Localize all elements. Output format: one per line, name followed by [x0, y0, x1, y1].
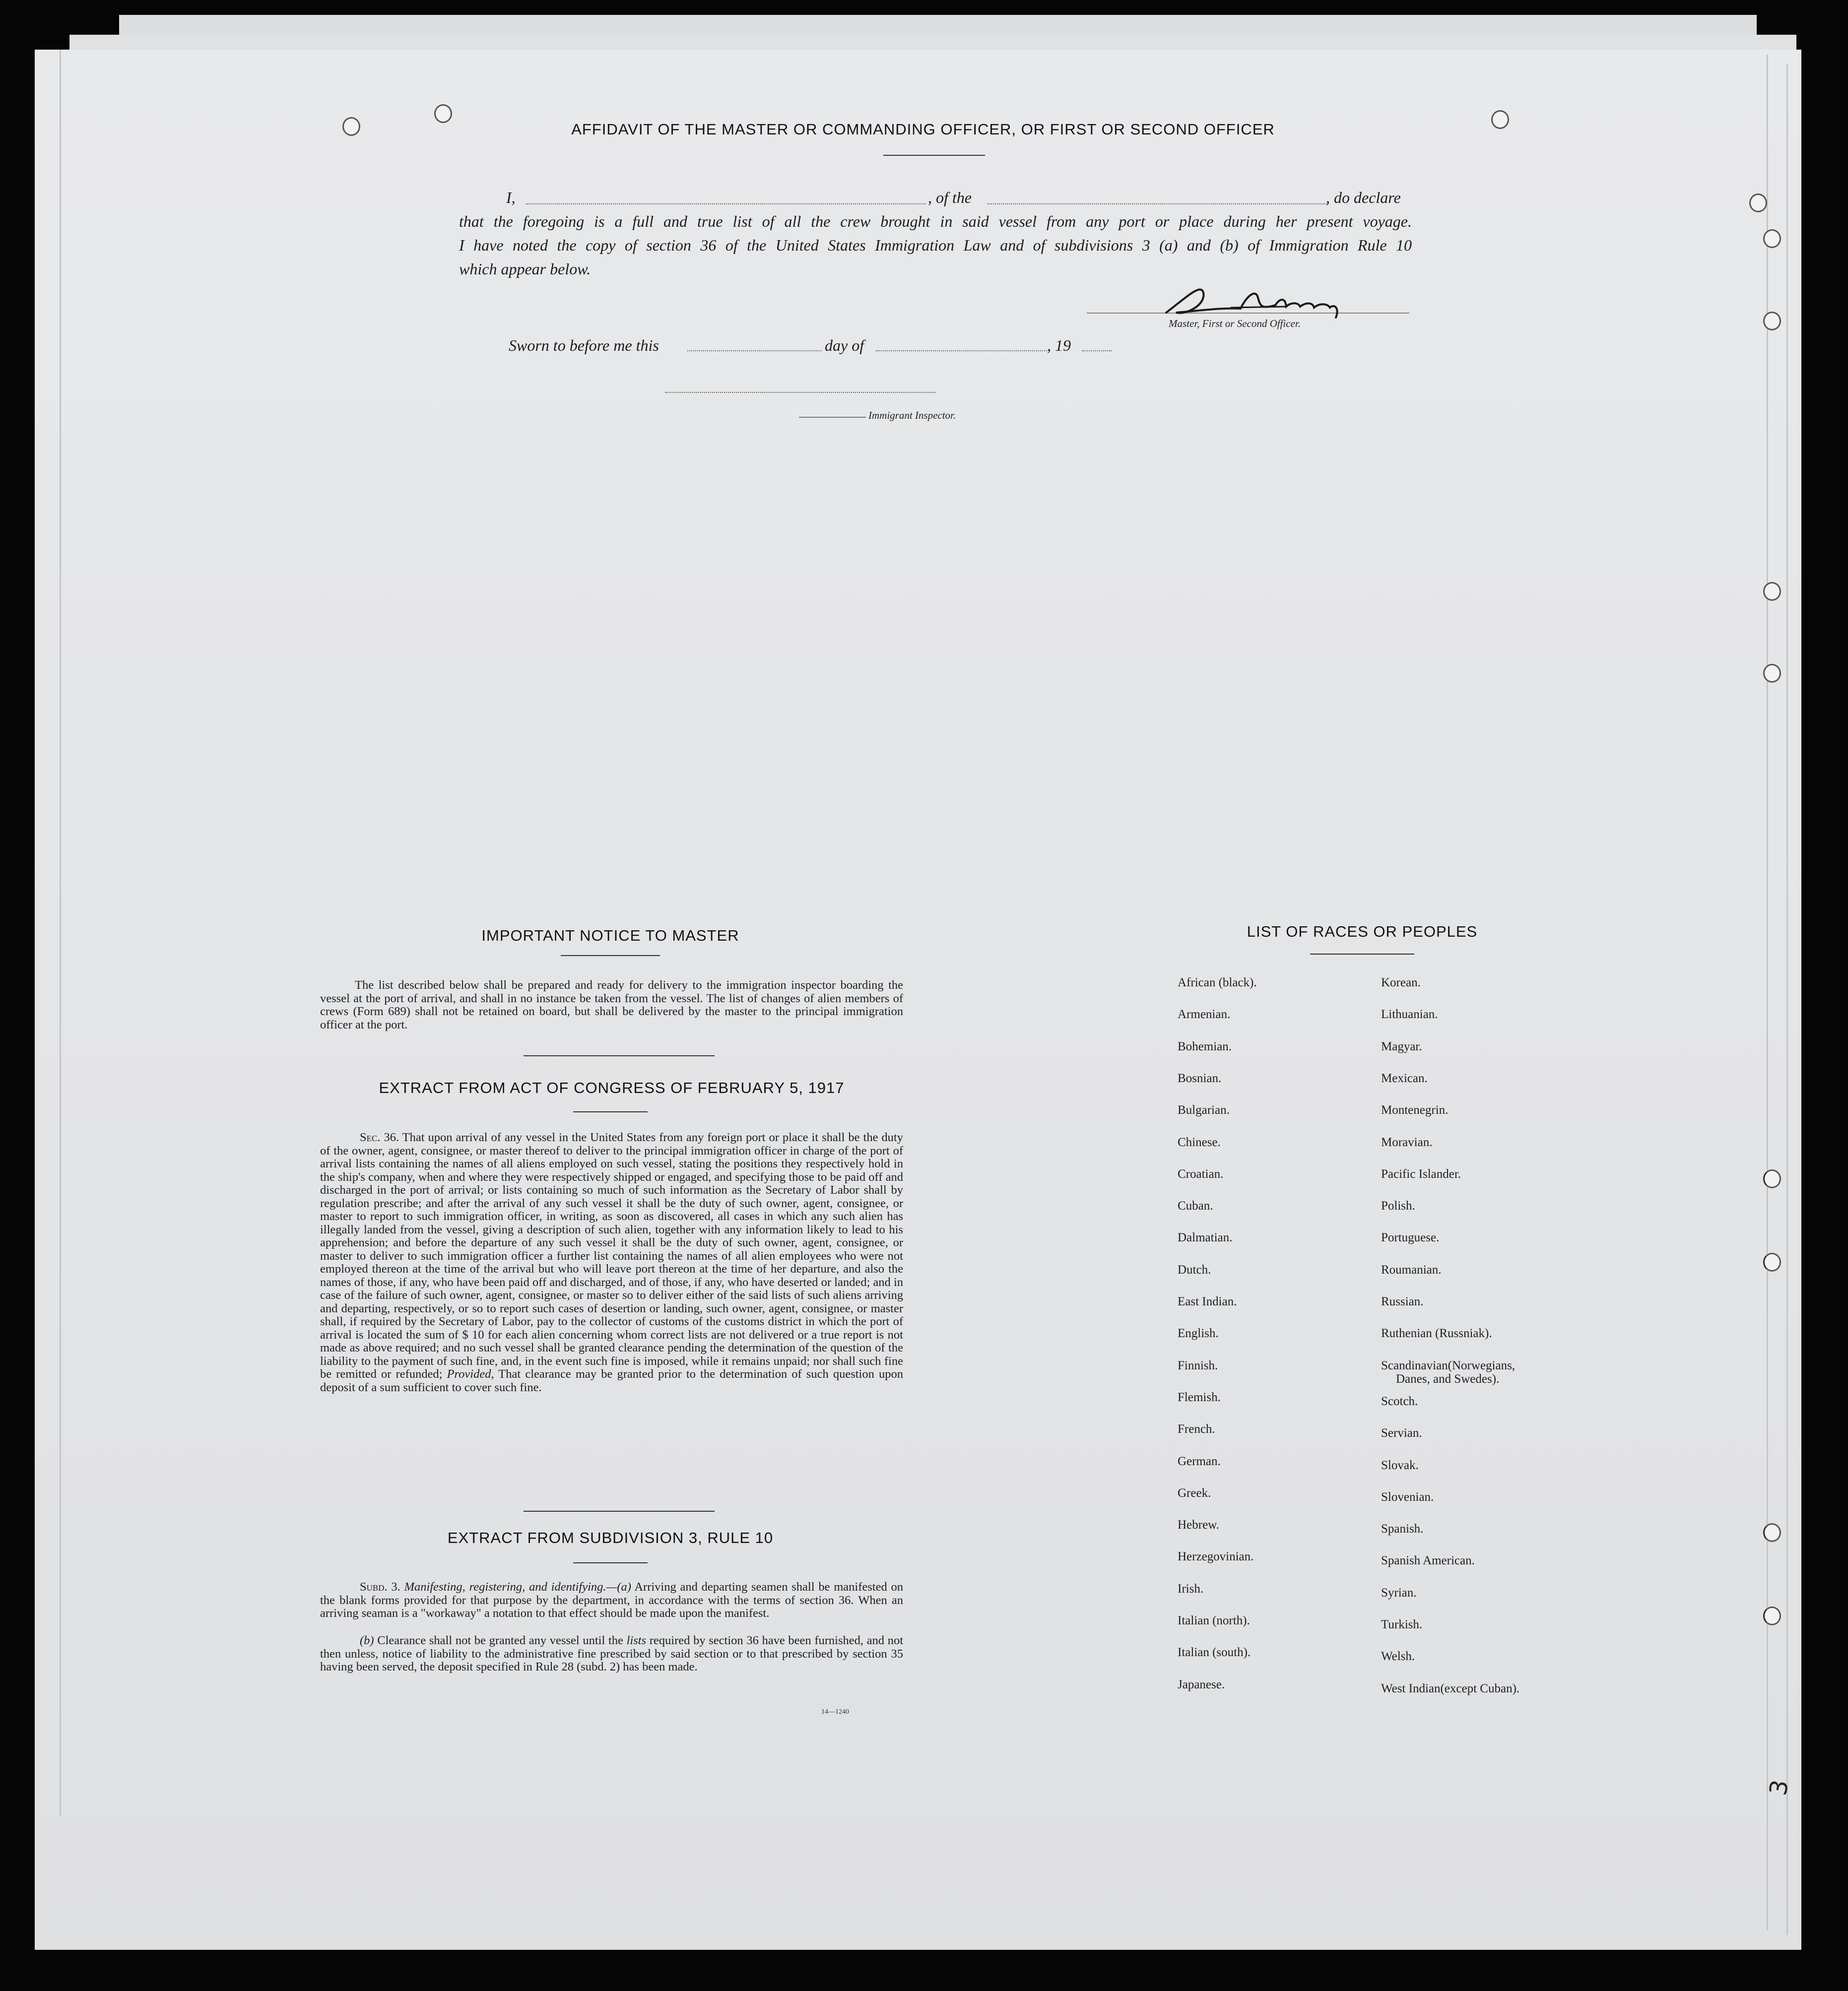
declaration-of-the: , of the	[928, 189, 972, 206]
race-item: Japanese.	[1178, 1677, 1225, 1691]
name-blank-line	[526, 203, 925, 204]
title-rule	[883, 155, 985, 156]
race-item: West Indian(except Cuban).	[1381, 1681, 1520, 1695]
sheet-edge	[60, 50, 61, 1816]
race-item: Portuguese.	[1381, 1231, 1440, 1245]
form-number: 14—1240	[821, 1708, 849, 1716]
signature-caption: Master, First or Second Officer.	[1169, 318, 1301, 329]
punch-hole	[1763, 664, 1781, 683]
race-item: Slovak.	[1381, 1458, 1419, 1472]
race-item: Flemish.	[1178, 1390, 1221, 1404]
punch-hole	[1763, 312, 1781, 330]
subd-a-body: Arriving and departing seamen shall be manifested on the blank forms provided for that purpose by the department, in accordance with the terms of section 36. When an arriving seaman is a "workaway" a notation to that effect should be made upon the manifest.	[320, 1580, 904, 1620]
inspector-caption: Immigrant Inspector.	[868, 409, 956, 421]
rule-subd-b	[320, 1634, 903, 1674]
race-item: Italian (south).	[1178, 1646, 1251, 1660]
punch-hole	[342, 117, 360, 136]
declaration-i: I,	[506, 189, 516, 206]
race-item: Finnish.	[1178, 1358, 1218, 1372]
race-item: French.	[1178, 1422, 1215, 1436]
race-item: Lithuanian.	[1381, 1008, 1438, 1022]
provided-text: That clearance may be granted prior to the determination of such question upon deposit of a sum sufficient to cover such fine.	[320, 1367, 903, 1394]
race-item: Chinese.	[1178, 1135, 1221, 1149]
sec-body: That upon arrival of any vessel in the United States from any foreign port or place it shall be the duty of the owner, agent, consignee, or master thereof to deliver to the principal immigration officer in charge of the port of arrival lists containing the names of all aliens employed on such vessel, stating the positions they respectively hold in the ship's company, when and where they were respectively shipped or engaged, and specifying those to be paid off and discharged in the port of arrival; or lists containing so much of such information as the Secretary of Labor shall by regulation prescribe; and after the arrival of any such vessel it shall be the duty of such owner, agent, consignee, or master to report to such immigration officer, in writing, as soon as discovered, all cases in which any such alien has illegally landed from the vessel, giving a description of such alien, together with any information likely to lead to his apprehension; and before the departure of any such vessel it shall be the duty of such owner, agent, consignee, or master to deliver to such immigration officer a further list containing the names of all alien employees who were not employed thereon at the time of the arrival but who will leave port thereon at the time of her departure, and also the names of those, if any, who have been paid off and discharged, and of those, if any, who have deserted or landed; and in case of the failure of such owner, agent, consignee, or master so to deliver either of the said lists of such aliens arriving and departing, respectively, or so to report such cases of desertion or landing, such owner, agent, consignee, or master shall, if required by the Secretary of Labor, pay to the collector of customs of the customs district in which the port of arrival is located the sum of $ 10 for each alien concerning whom correct lists are not delivered or a true report is not made as above required; and no such vessel shall be granted clearance pending the determination of the question of the liability to the payment of such fine, and, in the event such fine is imposed, while it remains unpaid; nor shall such fine be remitted or refunded;	[320, 1131, 903, 1381]
race-item: German.	[1178, 1454, 1221, 1468]
punch-hole	[1749, 193, 1767, 212]
provided-label: Provided,	[447, 1367, 494, 1381]
races-title: LIST OF RACES OR PEOPLES	[1247, 923, 1478, 940]
sworn-day-of: day of	[825, 336, 864, 354]
declaration-line-4: which appear below.	[459, 260, 591, 278]
inspector-signature-line	[665, 392, 935, 393]
subd-b-text-2: required by section 36 have been furnished, and not then unless, notice of liability to the administrative fine prescribed by said section or to that prescribed by section 35 having been served, the deposit specified in Rule 28 (subd. 2) has been made.	[320, 1634, 904, 1673]
race-item: Slovenian.	[1381, 1490, 1434, 1504]
race-item: East Indian.	[1178, 1295, 1237, 1308]
vessel-blank-line	[988, 203, 1327, 204]
race-item: Bohemian.	[1178, 1039, 1232, 1053]
notice-title: IMPORTANT NOTICE TO MASTER	[481, 927, 739, 944]
race-item: Spanish.	[1381, 1522, 1424, 1536]
race-item: Ruthenian (Russniak).	[1381, 1327, 1492, 1341]
rule-subd-a	[320, 1581, 903, 1620]
race-item: Armenian.	[1178, 1008, 1231, 1022]
document-page	[35, 50, 1801, 1950]
punch-hole	[1763, 582, 1781, 601]
race-item: Korean.	[1381, 976, 1421, 989]
rule-title-rule	[573, 1562, 648, 1563]
race-item: Pacific Islander.	[1381, 1167, 1461, 1181]
signature-image	[1156, 278, 1365, 322]
punch-hole	[434, 104, 452, 123]
race-item: Magyar.	[1381, 1039, 1422, 1053]
race-item: Polish.	[1381, 1199, 1415, 1213]
section-divider	[524, 1511, 715, 1512]
race-item: Dalmatian.	[1178, 1231, 1233, 1245]
race-item: Irish.	[1178, 1582, 1204, 1596]
declaration-line-2: that the foregoing is a full and true list of all the crew brought in said vessel from any port or place during her present voyage.	[459, 212, 1412, 230]
affidavit-title: AFFIDAVIT OF THE MASTER OR COMMANDING OFFICER, OR FIRST OR SECOND OFFICER	[571, 121, 1275, 138]
race-item: Welsh.	[1381, 1650, 1415, 1664]
notice-body: The list described below shall be prepared and ready for delivery to the immigration inspector boarding the vessel at the port of arrival, and shall in no instance be taken from the vessel. The list of changes of alien members of crews (Form 689) shall not be retained on board, but shall be delivered by the master to the principal immigration officer at the port.	[320, 978, 903, 1031]
race-item: Bosnian.	[1178, 1071, 1222, 1085]
race-item: Italian (north).	[1178, 1614, 1250, 1627]
month-blank-line	[876, 350, 1047, 351]
subd-b-label: (b)	[360, 1634, 374, 1647]
race-item: English.	[1178, 1327, 1219, 1341]
race-item: Herzegovinian.	[1178, 1550, 1254, 1564]
punch-hole	[1763, 1253, 1781, 1272]
race-item: Servian.	[1381, 1426, 1422, 1440]
race-item: Scotch.	[1381, 1394, 1418, 1408]
punch-hole	[1763, 1523, 1781, 1542]
day-blank-line	[687, 350, 821, 351]
race-item: Syrian.	[1381, 1586, 1417, 1600]
subd-title: Manifesting, registering, and identifying.—(a)	[404, 1580, 631, 1594]
race-item: Roumanian.	[1381, 1263, 1442, 1277]
race-item: Dutch.	[1178, 1263, 1211, 1277]
punch-hole	[1763, 229, 1781, 248]
sworn-year: , 19	[1047, 336, 1071, 354]
race-item: Cuban.	[1178, 1199, 1213, 1213]
race-item: Croatian.	[1178, 1167, 1224, 1181]
race-item: Montenegrin.	[1381, 1103, 1449, 1117]
rule-extract-title: EXTRACT FROM SUBDIVISION 3, RULE 10	[447, 1529, 774, 1546]
declaration-do-declare: , do declare	[1326, 189, 1401, 206]
race-item: Greek.	[1178, 1486, 1211, 1500]
race-item: Spanish American.	[1381, 1554, 1475, 1568]
sheet-edge	[1786, 64, 1788, 1935]
act-section-36-body	[320, 1131, 903, 1394]
section-divider	[524, 1055, 715, 1056]
page-number-mark: 3	[1764, 1778, 1794, 1798]
race-item: African (black).	[1178, 976, 1257, 989]
act-extract-title: EXTRACT FROM ACT OF CONGRESS OF FEBRUARY 5, 1917	[379, 1079, 845, 1096]
act-title-rule	[573, 1111, 648, 1112]
race-item: Turkish.	[1381, 1618, 1423, 1631]
sworn-text: Sworn to before me this	[509, 336, 659, 354]
race-item: Mexican.	[1381, 1071, 1428, 1085]
sec-label: Sec. 36.	[360, 1131, 399, 1144]
sheet-edge	[1767, 55, 1768, 1930]
notice-title-rule	[561, 955, 660, 956]
punch-hole	[1491, 110, 1509, 129]
races-title-rule	[1310, 954, 1414, 955]
race-item: Hebrew.	[1178, 1518, 1219, 1532]
year-blank-line	[1082, 350, 1112, 351]
race-item: Bulgarian.	[1178, 1103, 1230, 1117]
race-item: Moravian.	[1381, 1135, 1433, 1149]
punch-hole	[1763, 1169, 1781, 1188]
race-item: Russian.	[1381, 1295, 1424, 1308]
inspector-name-line	[799, 417, 866, 418]
declaration-line-3: I have noted the copy of section 36 of the United States Immigration Law and of subdivisions 3 (a) and (b) of Immigration Rule 10	[459, 236, 1412, 254]
subd-b-text-1: Clearance shall not be granted any vessel until the	[377, 1634, 623, 1647]
subd-label: Subd. 3.	[360, 1580, 400, 1594]
race-item: Scandinavian(Norwegians, Danes, and Swedes).	[1381, 1358, 1516, 1386]
punch-hole	[1763, 1606, 1781, 1625]
subd-b-lists: lists	[626, 1634, 647, 1647]
